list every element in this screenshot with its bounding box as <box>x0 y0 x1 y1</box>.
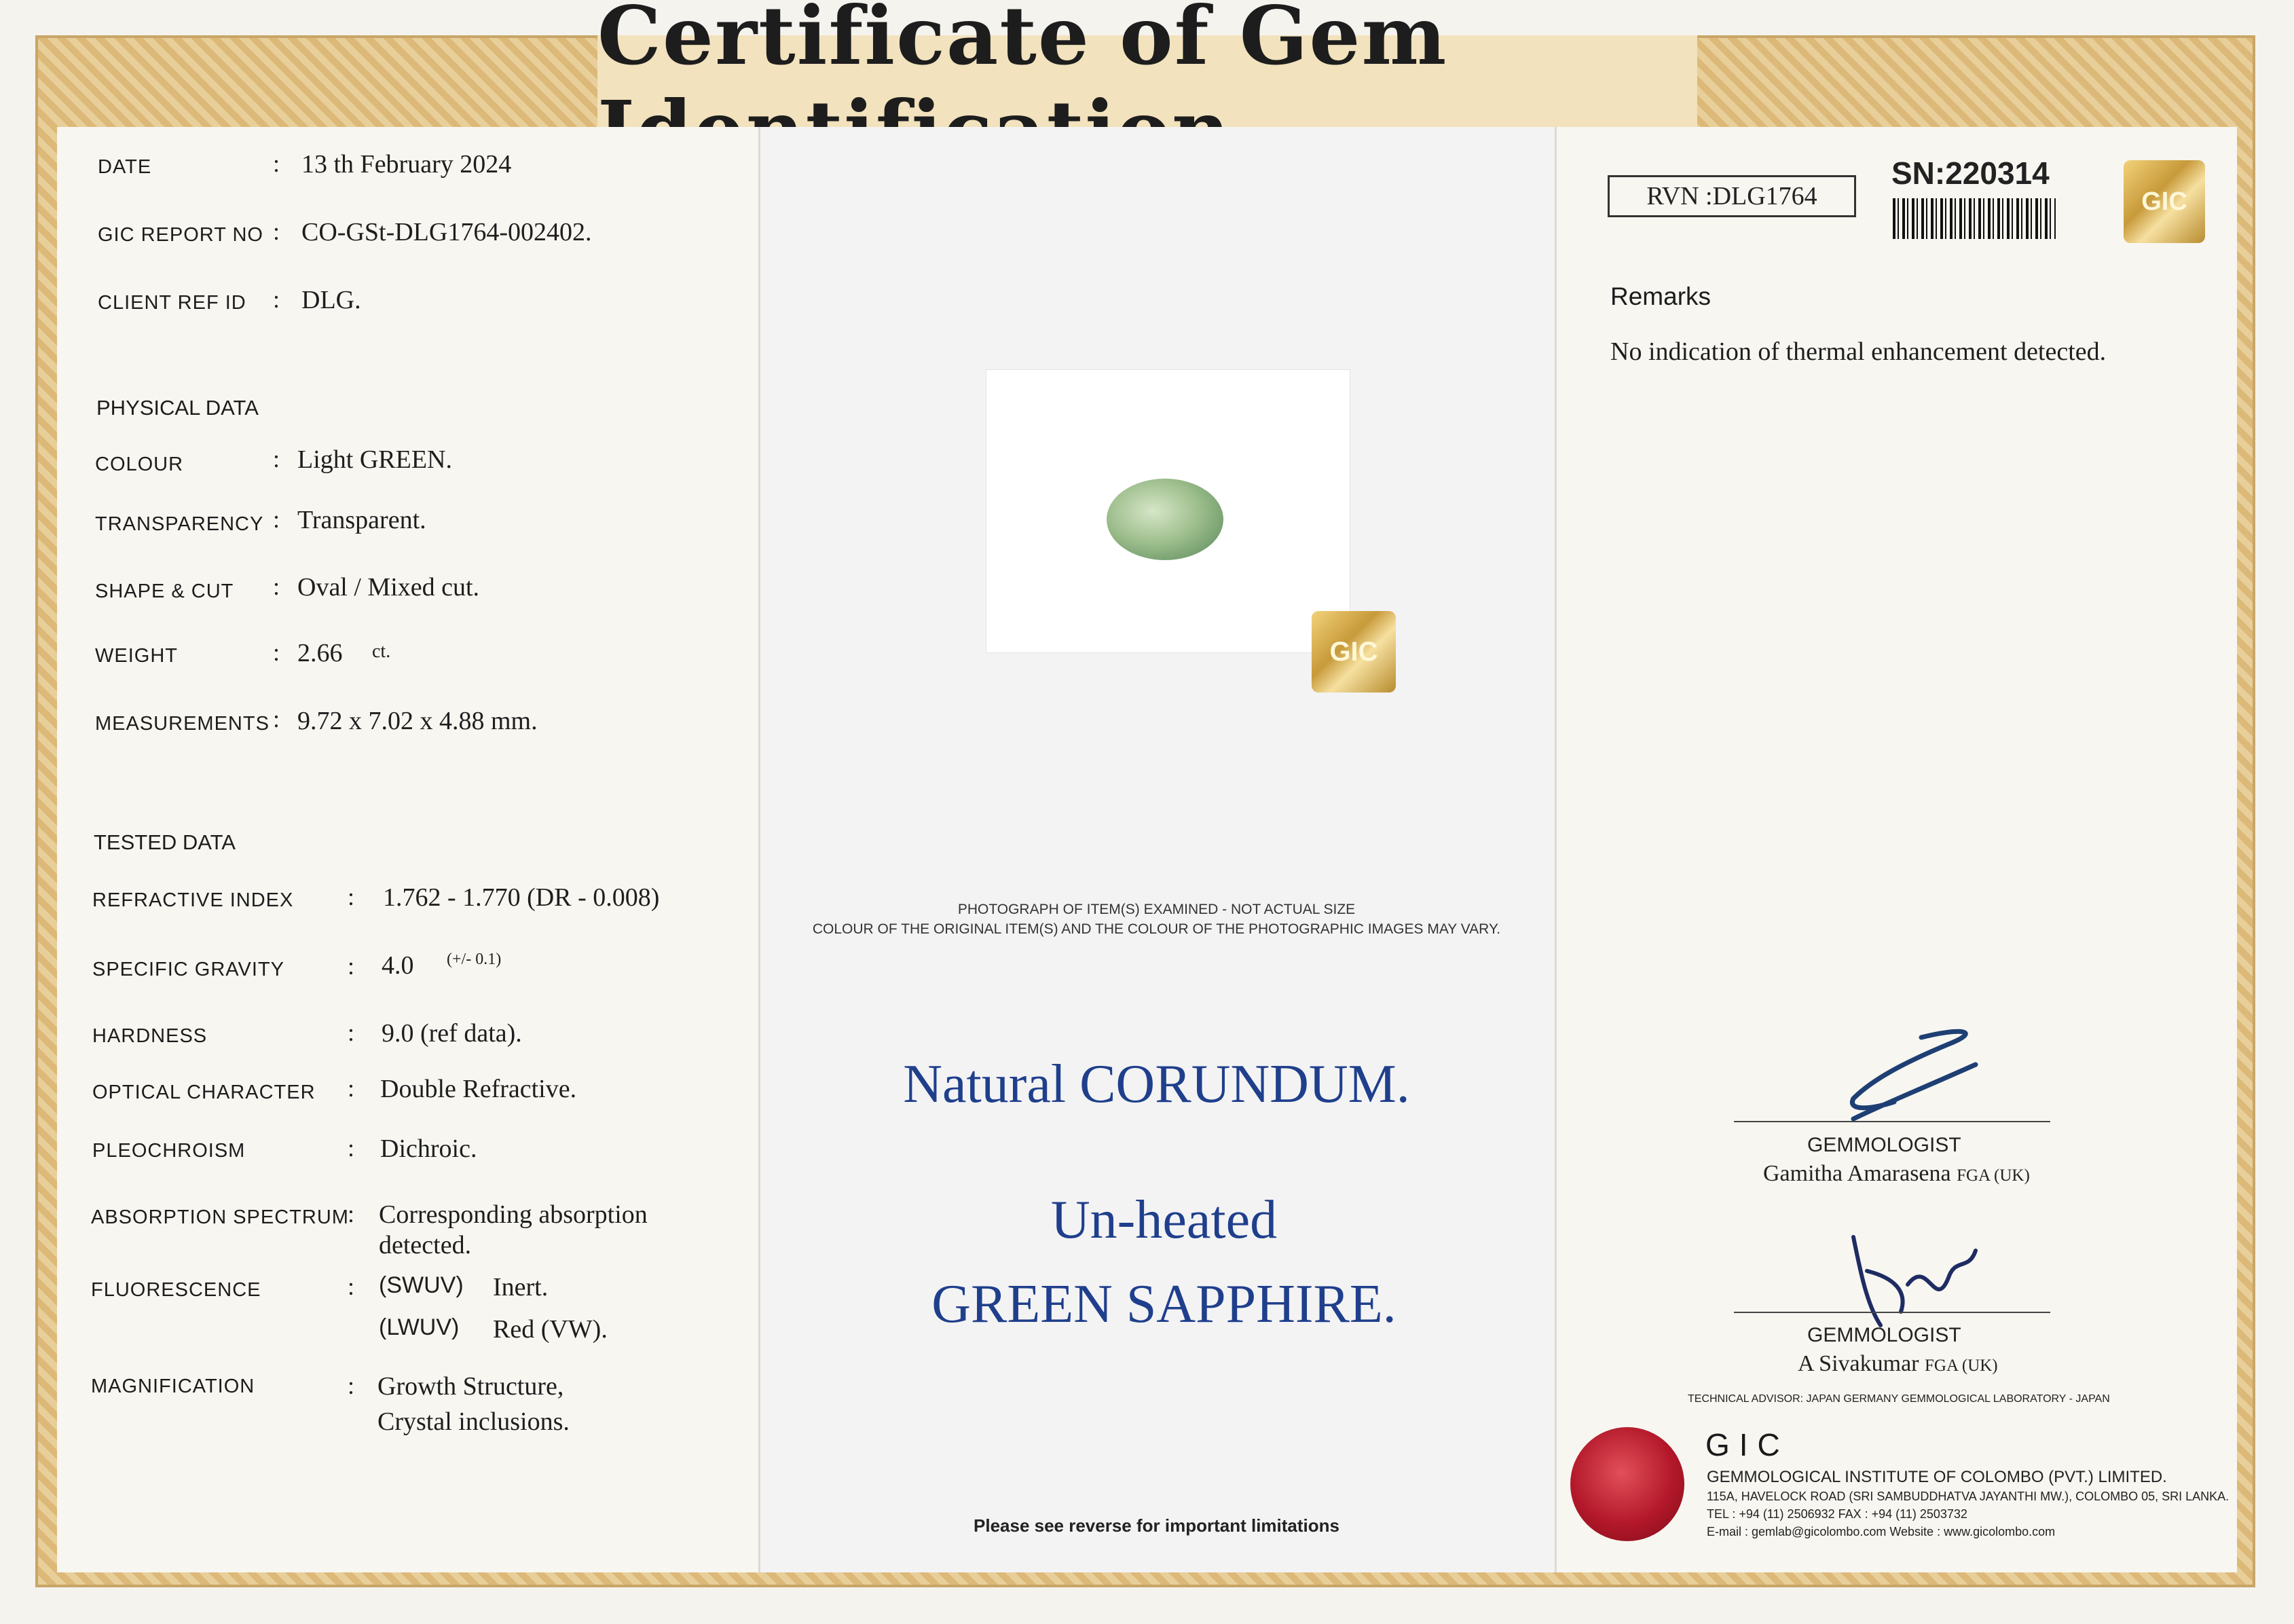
signature-line <box>1734 1312 2050 1313</box>
middle-panel <box>758 127 1555 1572</box>
optical-character-label: OPTICAL CHARACTER <box>92 1082 316 1103</box>
field-value: CO-GSt-DLG1764-002402. <box>301 218 592 246</box>
institute-phone: TEL : +94 (11) 2506932 FAX : +94 (11) 2503732 <box>1707 1507 1967 1521</box>
institute-name: GEMMOLOGICAL INSTITUTE OF COLOMBO (PVT.) LIMITED. <box>1707 1468 2167 1486</box>
lwuv-label: (LWUV) <box>379 1314 460 1340</box>
gic-hologram-icon: GIC <box>1312 611 1396 693</box>
signature-line <box>1734 1121 2050 1122</box>
gemmologist-name: Gamitha Amarasena FGA (UK) <box>1763 1161 2030 1186</box>
magnification-value: Growth Structure, <box>377 1372 564 1401</box>
fold-line <box>758 127 760 1572</box>
gemmologist-name: A Sivakumar FGA (UK) <box>1798 1351 1998 1376</box>
fluorescence-label: FLUORESCENCE <box>91 1279 261 1301</box>
magnification-value-line2: Crystal inclusions. <box>377 1407 570 1436</box>
colour-value: Light GREEN. <box>297 445 452 474</box>
signature-2 <box>1826 1230 1989 1332</box>
reverse-limitations-note: Please see reverse for important limitations <box>974 1515 1339 1536</box>
barcode-icon <box>1893 198 2056 239</box>
transparency-label: TRANSPARENCY <box>95 513 264 535</box>
remarks-text: No indication of thermal enhancement detected. <box>1610 337 2107 366</box>
certificate-title: Certificate of Gem <box>597 35 1697 130</box>
tested-data-heading: TESTED DATA <box>94 830 236 854</box>
gem-image <box>1107 479 1223 560</box>
transparency-value: Transparent. <box>297 506 426 534</box>
physical-data-heading: PHYSICAL DATA <box>96 396 259 420</box>
wax-seal <box>1570 1427 1684 1541</box>
hardness-label: HARDNESS <box>92 1025 208 1047</box>
specific-gravity-tolerance: (+/- 0.1) <box>447 951 502 968</box>
field-value: 13 th February 2024 <box>301 150 512 179</box>
field-label: GIC REPORT NO <box>98 224 263 246</box>
institute-contact: E-mail : gemlab@gicolombo.com Website : www.gicolombo.com <box>1707 1525 2056 1538</box>
colour-label: COLOUR <box>95 454 184 475</box>
absorption-spectrum-label: ABSORPTION SPECTRUM <box>91 1206 349 1228</box>
refractive-index-label: REFRACTIVE INDEX <box>92 889 294 911</box>
gic-hologram-icon: GIC <box>2124 160 2205 243</box>
hardness-value: 9.0 (ref data). <box>382 1019 522 1048</box>
field-label: DATE <box>98 156 152 178</box>
institute-address: 115A, HAVELOCK ROAD (SRI SAMBUDDHATVA JAYANTHI MW.), COLOMBO 05, SRI LANKA. <box>1707 1490 2230 1503</box>
technical-advisor-note: TECHNICAL ADVISOR: JAPAN GERMANY GEMMOLOGICAL LABORATORY - JAPAN <box>1688 1393 2110 1405</box>
treatment-status: Un-heated <box>1050 1190 1278 1250</box>
weight-value: 2.66 <box>297 639 343 667</box>
shape-cut-label: SHAPE & CUT <box>95 580 234 602</box>
shape-cut-value: Oval / Mixed cut. <box>297 573 480 602</box>
specific-gravity-value: 4.0 <box>382 951 414 980</box>
pleochroism-value: Dichroic. <box>380 1134 477 1163</box>
signature-1 <box>1826 1024 1989 1126</box>
measurements-label: MEASUREMENTS <box>95 713 270 735</box>
gemmologist-title: GEMMOLOGIST <box>1807 1134 1961 1156</box>
pleochroism-label: PLEOCHROISM <box>92 1140 246 1162</box>
gemmologist-title: GEMMOLOGIST <box>1807 1324 1961 1346</box>
variety-identification: GREEN SAPPHIRE. <box>931 1274 1396 1334</box>
serial-number: SN:220314 <box>1891 155 2050 191</box>
refractive-index-value: 1.762 - 1.770 (DR - 0.008) <box>383 883 660 912</box>
photo-colour-disclaimer: COLOUR OF THE ORIGINAL ITEM(S) AND THE COLOUR OF THE PHOTOGRAPHIC IMAGES MAY VARY. <box>812 921 1501 937</box>
weight-unit: ct. <box>372 641 391 662</box>
weight-label: WEIGHT <box>95 645 178 667</box>
species-identification: Natural CORUNDUM. <box>903 1054 1410 1114</box>
magnification-label: MAGNIFICATION <box>91 1376 255 1397</box>
fold-line <box>1555 127 1557 1572</box>
swuv-value: Inert. <box>493 1273 549 1302</box>
field-value: DLG. <box>301 286 361 314</box>
remarks-heading: Remarks <box>1610 282 1712 310</box>
specific-gravity-label: SPECIFIC GRAVITY <box>92 959 284 980</box>
photo-caption: PHOTOGRAPH OF ITEM(S) EXAMINED - NOT ACTUAL SIZE <box>957 902 1356 917</box>
measurements-value: 9.72 x 7.02 x 4.88 mm. <box>297 707 538 735</box>
absorption-spectrum-value: Corresponding absorption <box>379 1200 648 1229</box>
rvn-box: RVN :DLG1764 <box>1608 175 1856 217</box>
field-label: CLIENT REF ID <box>98 292 246 314</box>
optical-character-value: Double Refractive. <box>380 1075 577 1103</box>
absorption-spectrum-value-line2: detected. <box>379 1231 472 1259</box>
lwuv-value: Red (VW). <box>493 1315 608 1344</box>
swuv-label: (SWUV) <box>379 1272 464 1298</box>
gic-logo: GIC <box>1705 1427 1790 1462</box>
